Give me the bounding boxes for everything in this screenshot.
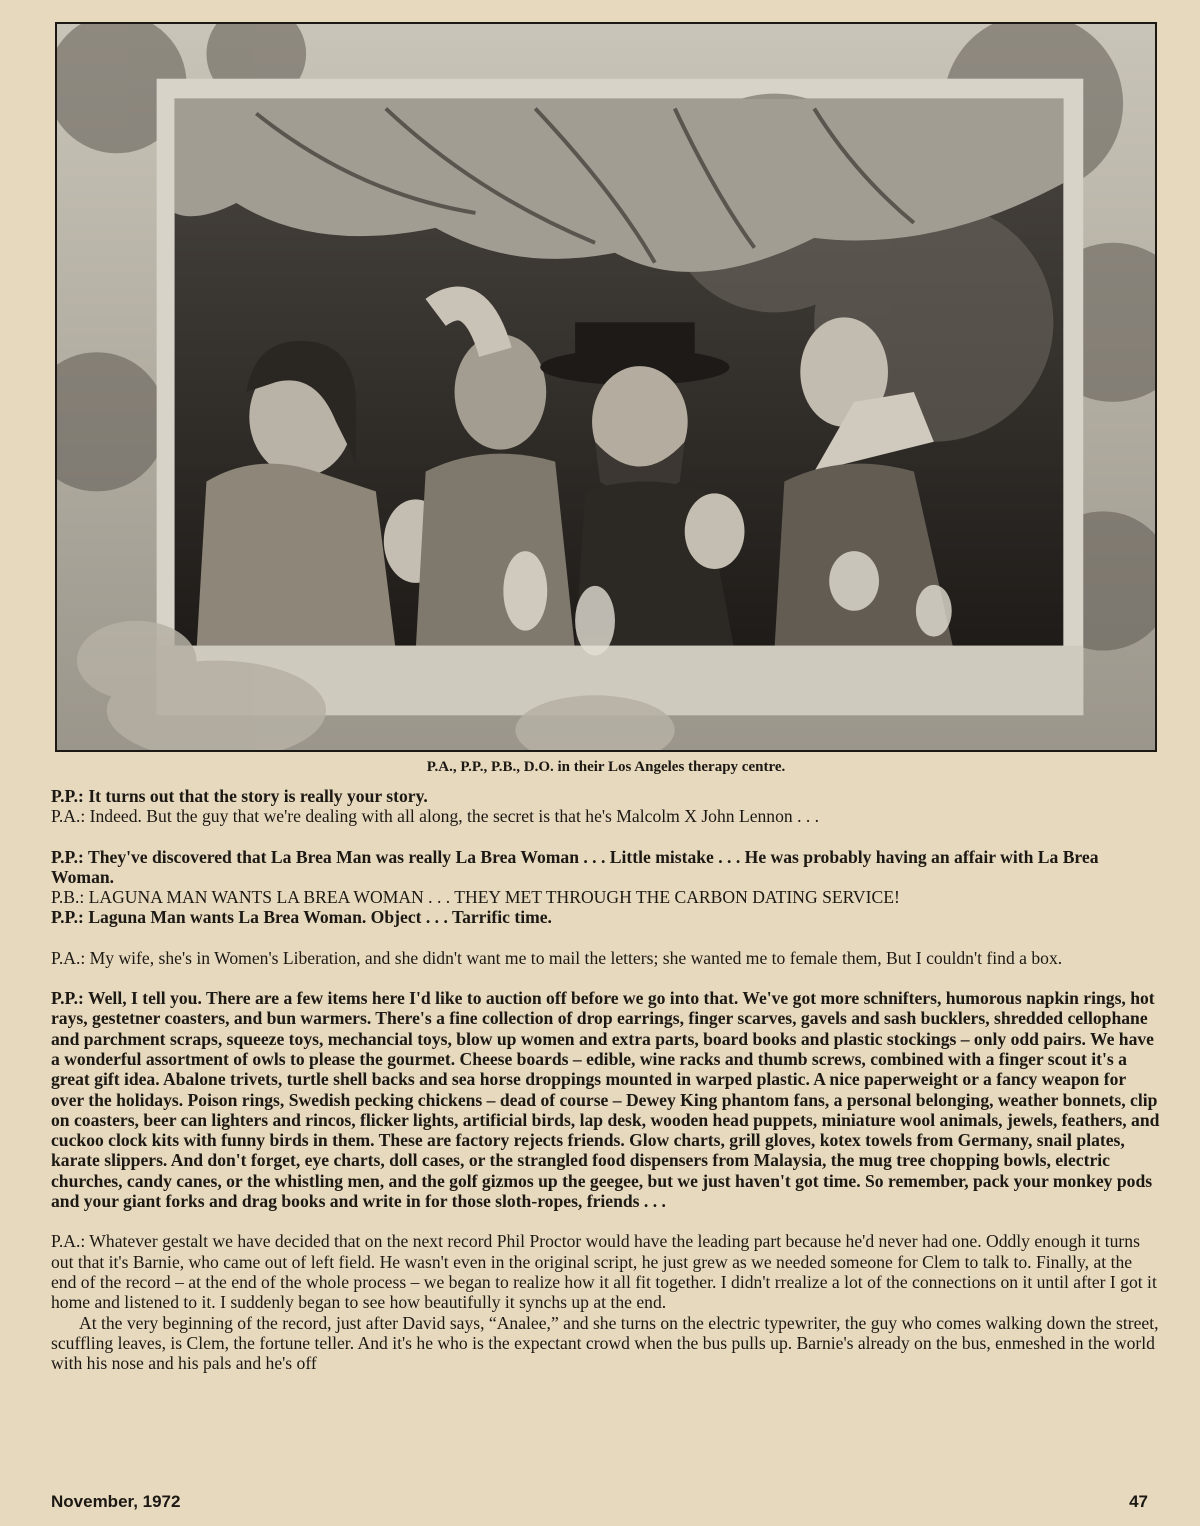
paragraph: P.B.: LAGUNA MAN WANTS LA BREA WOMAN . . . THEY MET THROUGH THE CARBON DATING SERVICE! <box>51 887 900 908</box>
band-photo <box>55 22 1157 752</box>
photo-caption: P.A., P.P., P.B., D.O. in their Los Angeles therapy centre. <box>426 759 786 775</box>
band-photo-illustration <box>57 24 1155 750</box>
paragraph: P.A.: Whatever gestalt we have decided that on the next record Phil Proctor would have the leading part because he'd never had one. Oddly enough it turns out that it's Barnie, who came out of left field. He wasn't even in the original script, he just grew as we needed someone for Clem to talk to. Finally, at the end of the record – at the end of the whole process – we began to realize how it all fit together. I didn't rrealize a lot of the connections on it until after I got it home and listened to it. I suddenly began to see how beautifully it synchs up at the end. <box>51 1231 1157 1313</box>
issue-date: November, 1972 <box>51 1492 181 1511</box>
paragraph: At the very beginning of the record, just after David says, “Analee,” and she turns on the electric typewriter, the guy who comes walking down the street, scuffling leaves, is Clem, the fortune teller. And it's he who is the expectant crowd when the bus pulls up. Barnie's already on the bus, enmeshed in the world with his nose and his pals and he's off <box>51 1312 1159 1374</box>
paragraph: P.P.: It turns out that the story is really your story. <box>51 786 428 806</box>
article-body <box>51 786 1161 1373</box>
page-number: 47 <box>1129 1492 1148 1511</box>
paragraph: P.P.: Laguna Man wants La Brea Woman. Object . . . Tarrific time. <box>51 907 552 928</box>
paragraph: P.A.: My wife, she's in Women's Liberation, and she didn't want me to mail the letters; she wanted me to female them, But I couldn't find a box. <box>51 947 1063 968</box>
paragraph: P.P.: Well, I tell you. There are a few items here I'd like to auction off before we go into that. We've got more schnifters, humorous napkin rings, hot rays, gestetner coasters, and bun warmers. There's a fine collection of drop earrings, finger scarves, gavels and sash bucklers, shredded cellophane and parchment scraps, squeeze toys, mechancial toys, blow up women and extra parts, board books and plastic stockings – only odd pairs. We have a wonderful assortment of owls to please the gourmet. Cheese boards – edible, wine racks and thumb screws, combined with a finger scout it's a great gift idea. Abalone trivets, turtle shell backs and sea horse droppings mounted in warped plastic. A nice paperweight or a fancy weapon for over the holidays. Poison rings, Swedish pecking chickens – dead of course – Dewey King phantom fans, a personal belonging, weather bonnets, clip on coasters, beer can lighters and rincos, flicker lights, artificial birds, lap desk, wooden head puppets, miniature wool animals, jewels, feathers, and cuckoo clock kits with funny birds in them. These are factory rejects friends. Glow charts, grill gloves, kotex towels from Germany, snail plates, karate slippers. And don't forget, eye charts, doll cases, or the strangled food dispensers from Malaysia, the mug tree chopping bowls, electric churches, candy canes, or the whistling men, and the golf gizmos up the geegee, but we just haven't got time. So remember, pack your monkey pods and your giant forks and drag books and write in for those sloth-ropes, friends . . . <box>51 988 1160 1212</box>
paragraph: P.A.: Indeed. But the guy that we're dealing with all along, the secret is that he's Malcolm X John Lennon . . . <box>51 806 820 827</box>
paragraph: P.P.: They've discovered that La Brea Man was really La Brea Woman . . . Little mistake . . . He was probably having an affair with La Brea Woman. <box>51 846 1099 887</box>
